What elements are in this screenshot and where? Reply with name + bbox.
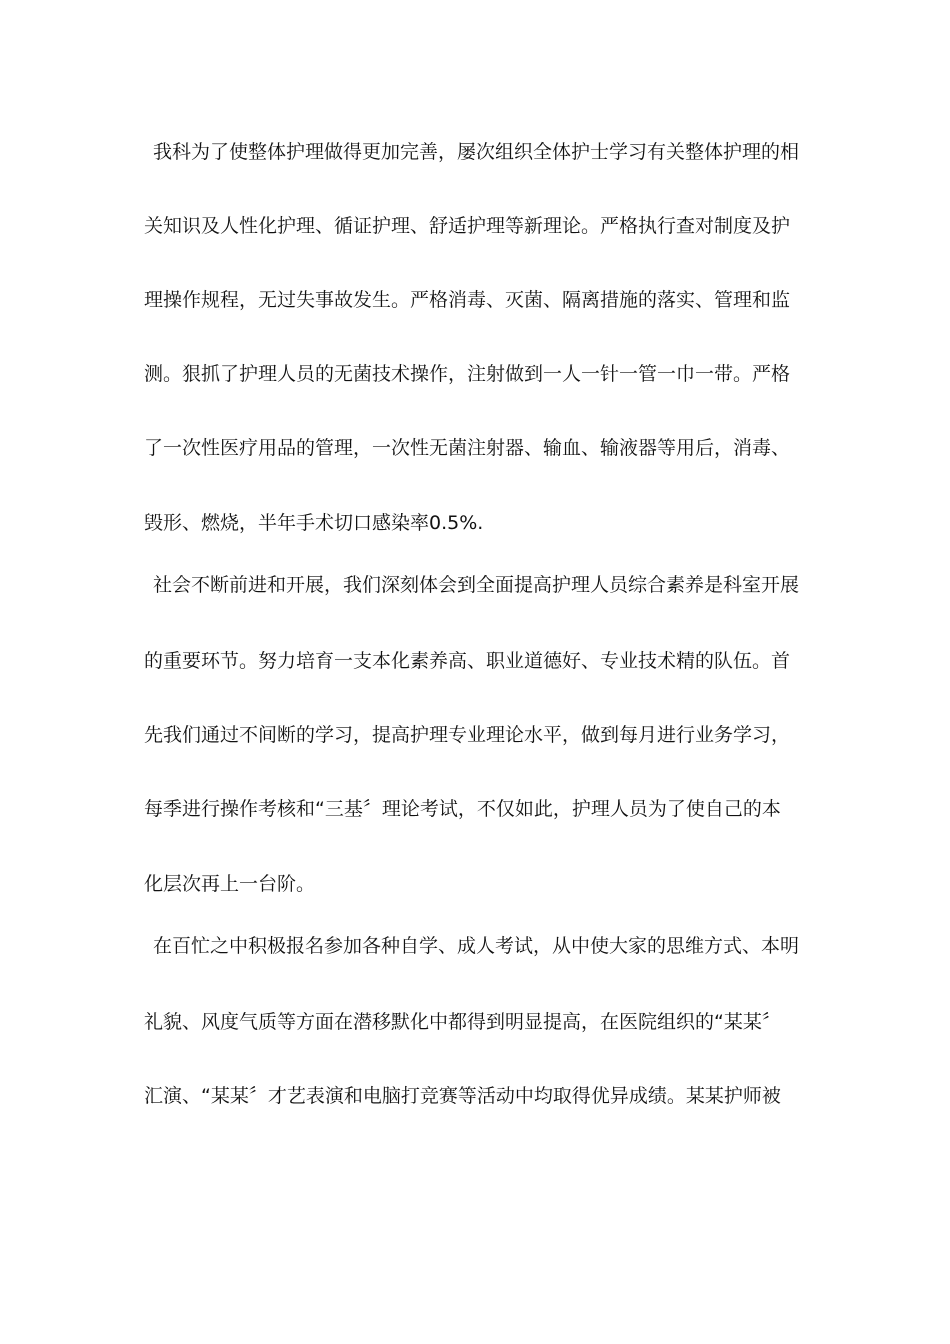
text-line: 礼貌、风度气质等方面在潜移默化中都得到明显提高，在医院组织的“某某〞 xyxy=(144,1011,781,1033)
text-line: 化层次再上一台阶。 xyxy=(144,873,316,895)
text-line: 社会不断前进和开展，我们深刻体会到全面提高护理人员综合素养是科室开展 xyxy=(153,574,800,596)
text-line: 我科为了使整体护理做得更加完善，屡次组织全体护士学习有关整体护理的相 xyxy=(153,141,800,163)
text-line: 先我们通过不间断的学习，提高护理专业理论水平，做到每月进行业务学习， xyxy=(144,724,791,746)
text-line: 毁形、燃烧，半年手术切口感染率0.5%. xyxy=(144,512,484,534)
text-line: 每季进行操作考核和“三基〞理论考试，不仅如此，护理人员为了使自己的本 xyxy=(144,798,781,820)
text-line: 理操作规程，无过失事故发生。严格消毒、灭菌、隔离措施的落实、管理和监 xyxy=(144,289,791,311)
text-line: 了一次性医疗用品的管理，一次性无菌注射器、输血、输液器等用后，消毒、 xyxy=(144,437,791,459)
text-line: 测。狠抓了护理人员的无菌技术操作，注射做到一人一针一管一巾一带。严格 xyxy=(144,363,791,385)
text-line: 的重要环节。努力培育一支本化素养高、职业道德好、专业技术精的队伍。首 xyxy=(144,650,791,672)
text-line: 汇演、“某某〞才艺表演和电脑打竞赛等活动中均取得优异成绩。某某护师被 xyxy=(144,1085,781,1107)
text-line: 关知识及人性化护理、循证护理、舒适护理等新理论。严格执行查对制度及护 xyxy=(144,215,791,237)
text-line: 在百忙之中积极报名参加各种自学、成人考试，从中使大家的思维方式、本明 xyxy=(153,935,800,957)
